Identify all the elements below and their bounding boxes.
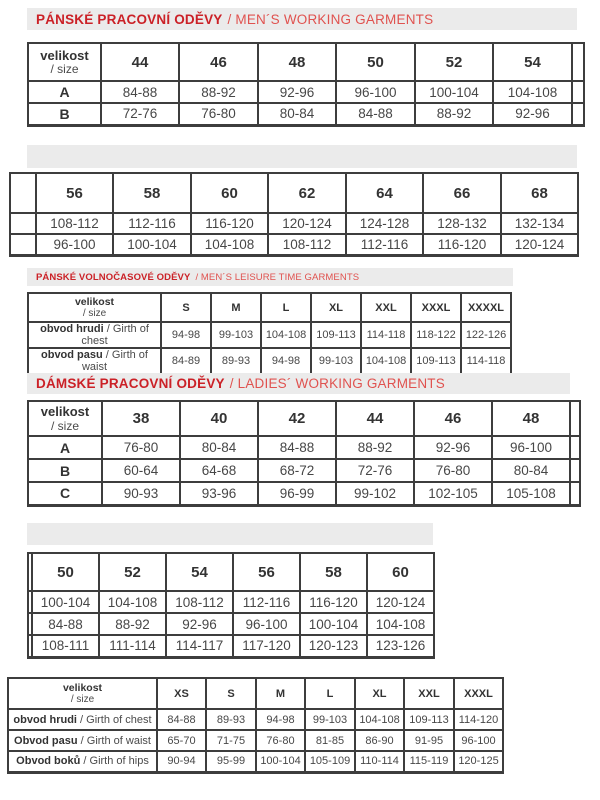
size-range-cell: 89-93	[206, 709, 256, 730]
size-range-cell: 80-84	[180, 436, 258, 459]
size-column-header: 38	[102, 401, 180, 436]
size-range-cell: 116-120	[423, 234, 501, 255]
size-range-cell: 104-108	[367, 613, 434, 635]
size-range-cell: 120-124	[501, 234, 578, 255]
cut-column-cell	[572, 81, 584, 103]
size-range-cell: 72-76	[336, 459, 414, 482]
size-range-cell: 84-88	[258, 436, 336, 459]
size-range-cell: 92-96	[166, 613, 233, 635]
size-range-cell: 114-118	[461, 348, 511, 375]
section-header-mens-working	[27, 8, 577, 30]
size-column-header: 48	[258, 43, 336, 81]
cut-column-cell	[572, 103, 584, 125]
cut-column-cell	[10, 173, 36, 213]
measurement-label-en: / Girth of waist	[81, 349, 148, 373]
measurement-label-en: / Girth of hips	[83, 755, 149, 768]
size-range-cell: 114-120	[454, 709, 503, 730]
size-range-cell: 116-120	[300, 591, 367, 613]
size-range-cell: 116-120	[191, 213, 268, 234]
cut-column-cell	[570, 482, 580, 505]
size-range-cell: 108-112	[36, 213, 113, 234]
size-header-en: / size	[82, 308, 107, 320]
spacer-bar-ladies	[27, 523, 433, 545]
size-column-header: 56	[36, 173, 113, 213]
size-header-cell	[28, 293, 161, 322]
size-column-header: 58	[300, 553, 367, 591]
section-header-mens-leisure	[27, 268, 513, 286]
size-range-cell: 132-134	[501, 213, 578, 234]
size-column-header: XXL	[361, 293, 411, 322]
size-header-cell	[8, 678, 157, 709]
size-range-cell: 108-111	[32, 635, 99, 657]
size-range-cell: 96-100	[36, 234, 113, 255]
size-range-cell: 88-92	[336, 436, 414, 459]
size-range-cell: 100-104	[256, 751, 305, 772]
size-range-cell: 92-96	[258, 81, 336, 103]
measurement-label-cz: obvod hrudi	[40, 323, 104, 335]
table-mens-working-sizes-44-54-grid	[27, 42, 585, 127]
size-range-cell: 108-112	[268, 234, 346, 255]
size-range-cell: 117-120	[233, 635, 300, 657]
table-ladies-working-sizes-38-48	[27, 400, 581, 507]
size-column-header: 46	[414, 401, 492, 436]
size-range-cell: 96-100	[233, 613, 300, 635]
size-range-cell: 71-75	[206, 730, 256, 751]
row-label: A	[28, 81, 101, 103]
size-range-cell: 81-85	[305, 730, 355, 751]
size-column-header: 50	[32, 553, 99, 591]
size-range-cell: 92-96	[414, 436, 492, 459]
size-range-cell: 120-125	[454, 751, 503, 772]
spacer-bar-mens	[27, 145, 577, 168]
size-column-header: L	[305, 678, 355, 709]
size-column-header: 56	[233, 553, 300, 591]
measurement-label-en: / Girth of chest	[80, 713, 152, 726]
size-range-cell: 109-113	[411, 348, 461, 375]
size-range-cell: 65-70	[157, 730, 206, 751]
size-range-cell: 88-92	[99, 613, 166, 635]
size-column-header: XXXXL	[461, 293, 511, 322]
size-range-cell: 100-104	[415, 81, 493, 103]
size-range-cell: 104-108	[355, 709, 404, 730]
size-header-cell	[28, 43, 101, 81]
size-range-cell: 92-96	[493, 103, 572, 125]
size-range-cell: 104-108	[493, 81, 572, 103]
size-column-header: 60	[367, 553, 434, 591]
size-range-cell: 99-103	[211, 322, 261, 348]
size-range-cell: 94-98	[261, 348, 311, 375]
size-range-cell: 120-124	[367, 591, 434, 613]
size-header-cz: velikost	[40, 47, 89, 63]
cut-column-cell	[570, 436, 580, 459]
section-title-cz: DÁMSKÉ PRACOVNÍ ODĚVY	[36, 376, 225, 391]
table-ladies-working-sizes-38-48-grid	[27, 400, 581, 507]
size-range-cell: 95-99	[206, 751, 256, 772]
size-range-cell: 76-80	[256, 730, 305, 751]
size-range-cell: 76-80	[102, 436, 180, 459]
size-column-header: 54	[493, 43, 572, 81]
size-range-cell: 84-88	[32, 613, 99, 635]
size-range-cell: 99-102	[336, 482, 414, 505]
section-title-cz: PÁNSKÉ PRACOVNÍ ODĚVY	[36, 11, 223, 27]
size-range-cell: 96-100	[454, 730, 503, 751]
size-column-header: XL	[311, 293, 361, 322]
size-column-header: M	[256, 678, 305, 709]
size-range-cell: 84-88	[101, 81, 179, 103]
size-range-cell: 102-105	[414, 482, 492, 505]
size-range-cell: 68-72	[258, 459, 336, 482]
size-column-header: XS	[157, 678, 206, 709]
size-range-cell: 99-103	[305, 709, 355, 730]
size-column-header: 46	[179, 43, 258, 81]
size-range-cell: 105-109	[305, 751, 355, 772]
cut-column-cell	[570, 459, 580, 482]
size-column-header: 64	[346, 173, 423, 213]
size-header-en: / size	[50, 62, 79, 77]
size-column-header: 50	[336, 43, 415, 81]
size-range-cell: 100-104	[32, 591, 99, 613]
size-range-cell: 111-114	[99, 635, 166, 657]
size-column-header: 62	[268, 173, 346, 213]
size-range-cell: 84-88	[336, 103, 415, 125]
cut-column-cell	[570, 401, 580, 436]
size-range-cell: 96-100	[492, 436, 570, 459]
measurement-label-en: / Girth of chest	[81, 323, 149, 347]
table-mens-leisure-measurements	[27, 292, 512, 376]
size-range-cell: 122-126	[461, 322, 511, 348]
size-range-cell: 114-118	[361, 322, 411, 348]
table-mens-working-sizes-44-54	[27, 42, 585, 127]
size-range-cell: 120-123	[300, 635, 367, 657]
size-range-cell: 91-95	[404, 730, 454, 751]
size-range-cell: 123-126	[367, 635, 434, 657]
measurement-label	[8, 751, 157, 772]
cut-column-cell	[572, 43, 584, 81]
size-range-cell: 93-96	[180, 482, 258, 505]
measurement-label	[8, 709, 157, 730]
measurement-label-cz: obvod hrudi	[13, 713, 77, 726]
size-range-cell: 115-119	[404, 751, 454, 772]
size-range-cell: 88-92	[415, 103, 493, 125]
size-column-header: 68	[501, 173, 578, 213]
size-header-cz: velikost	[40, 404, 90, 420]
section-title-cz: PÁNSKÉ VOLNOČASOVÉ ODĚVY	[36, 271, 191, 283]
row-label: C	[28, 482, 102, 505]
size-range-cell: 80-84	[258, 103, 336, 125]
size-column-header: 40	[180, 401, 258, 436]
size-range-cell: 124-128	[346, 213, 423, 234]
size-column-header: 58	[113, 173, 191, 213]
measurement-label	[28, 348, 161, 375]
size-column-header: S	[206, 678, 256, 709]
size-range-cell: 90-94	[157, 751, 206, 772]
size-column-header: 60	[191, 173, 268, 213]
size-column-header: XXL	[404, 678, 454, 709]
size-range-cell: 60-64	[102, 459, 180, 482]
size-range-cell: 64-68	[180, 459, 258, 482]
row-label: B	[28, 103, 101, 125]
size-column-header: 42	[258, 401, 336, 436]
size-range-cell: 118-122	[411, 322, 461, 348]
size-range-cell: 89-93	[211, 348, 261, 375]
size-range-cell: 104-108	[99, 591, 166, 613]
size-header-cz: velikost	[74, 295, 115, 308]
size-range-cell: 88-92	[179, 81, 258, 103]
measurement-label-en: / Girth of waist	[80, 734, 151, 747]
size-range-cell: 84-88	[157, 709, 206, 730]
size-range-cell: 112-116	[113, 213, 191, 234]
size-column-header: XXXL	[454, 678, 503, 709]
size-header-en: / size	[70, 694, 95, 706]
table-ladies-working-sizes-50-60-grid	[27, 552, 435, 659]
size-column-header: 48	[492, 401, 570, 436]
size-column-header: 52	[415, 43, 493, 81]
table-ladies-measurements	[7, 677, 504, 774]
size-range-cell: 94-98	[256, 709, 305, 730]
size-header-cz: velikost	[62, 681, 103, 694]
section-title-en: / MEN´S WORKING GARMENTS	[227, 11, 434, 27]
size-range-cell: 104-108	[261, 322, 311, 348]
size-column-header: L	[261, 293, 311, 322]
size-range-cell: 128-132	[423, 213, 501, 234]
measurement-label-cz: obvod pasu	[41, 349, 103, 361]
size-column-header: 54	[166, 553, 233, 591]
section-title-en: / MEN´S LEISURE TIME GARMENTS	[195, 271, 360, 283]
size-range-cell: 76-80	[414, 459, 492, 482]
row-label: A	[28, 436, 102, 459]
size-range-cell: 100-104	[113, 234, 191, 255]
size-range-cell: 109-113	[311, 322, 361, 348]
size-range-cell: 100-104	[300, 613, 367, 635]
size-column-header: 52	[99, 553, 166, 591]
size-range-cell: 94-98	[161, 322, 211, 348]
size-range-cell: 108-112	[166, 591, 233, 613]
size-range-cell: 99-103	[311, 348, 361, 375]
size-range-cell: 120-124	[268, 213, 346, 234]
table-mens-working-sizes-56-68-grid	[9, 172, 579, 257]
size-header-en: / size	[50, 418, 79, 433]
row-label: B	[28, 459, 102, 482]
size-header-cell	[28, 401, 102, 436]
size-column-header: XXXL	[411, 293, 461, 322]
section-title-en: / LADIES´ WORKING GARMENTS	[229, 376, 445, 391]
size-column-header: 44	[336, 401, 414, 436]
cut-column-cell	[10, 234, 36, 255]
table-mens-working-sizes-56-68	[9, 172, 579, 257]
size-column-header: M	[211, 293, 261, 322]
measurement-label	[28, 322, 161, 348]
table-ladies-measurements-grid	[7, 677, 504, 774]
size-range-cell: 96-99	[258, 482, 336, 505]
table-ladies-working-sizes-50-60	[27, 552, 435, 659]
size-range-cell: 105-108	[492, 482, 570, 505]
size-range-cell: 86-90	[355, 730, 404, 751]
size-range-cell: 72-76	[101, 103, 179, 125]
size-range-cell: 114-117	[166, 635, 233, 657]
size-range-cell: 110-114	[355, 751, 404, 772]
size-range-cell: 112-116	[346, 234, 423, 255]
size-range-cell: 112-116	[233, 591, 300, 613]
size-range-cell: 104-108	[361, 348, 411, 375]
size-column-header: XL	[355, 678, 404, 709]
table-mens-leisure-measurements-grid	[27, 292, 512, 376]
size-range-cell: 96-100	[336, 81, 415, 103]
measurement-label-cz: Obvod pasu	[14, 734, 78, 747]
size-range-cell: 76-80	[179, 103, 258, 125]
size-column-header: 66	[423, 173, 501, 213]
size-range-cell: 84-89	[161, 348, 211, 375]
size-column-header: S	[161, 293, 211, 322]
size-range-cell: 90-93	[102, 482, 180, 505]
measurement-label-cz: Obvod boků	[16, 755, 81, 768]
section-header-ladies-working	[27, 373, 570, 394]
size-range-cell: 109-113	[404, 709, 454, 730]
cut-column-cell	[10, 213, 36, 234]
size-column-header: 44	[101, 43, 179, 81]
size-range-cell: 104-108	[191, 234, 268, 255]
measurement-label	[8, 730, 157, 751]
size-range-cell: 80-84	[492, 459, 570, 482]
